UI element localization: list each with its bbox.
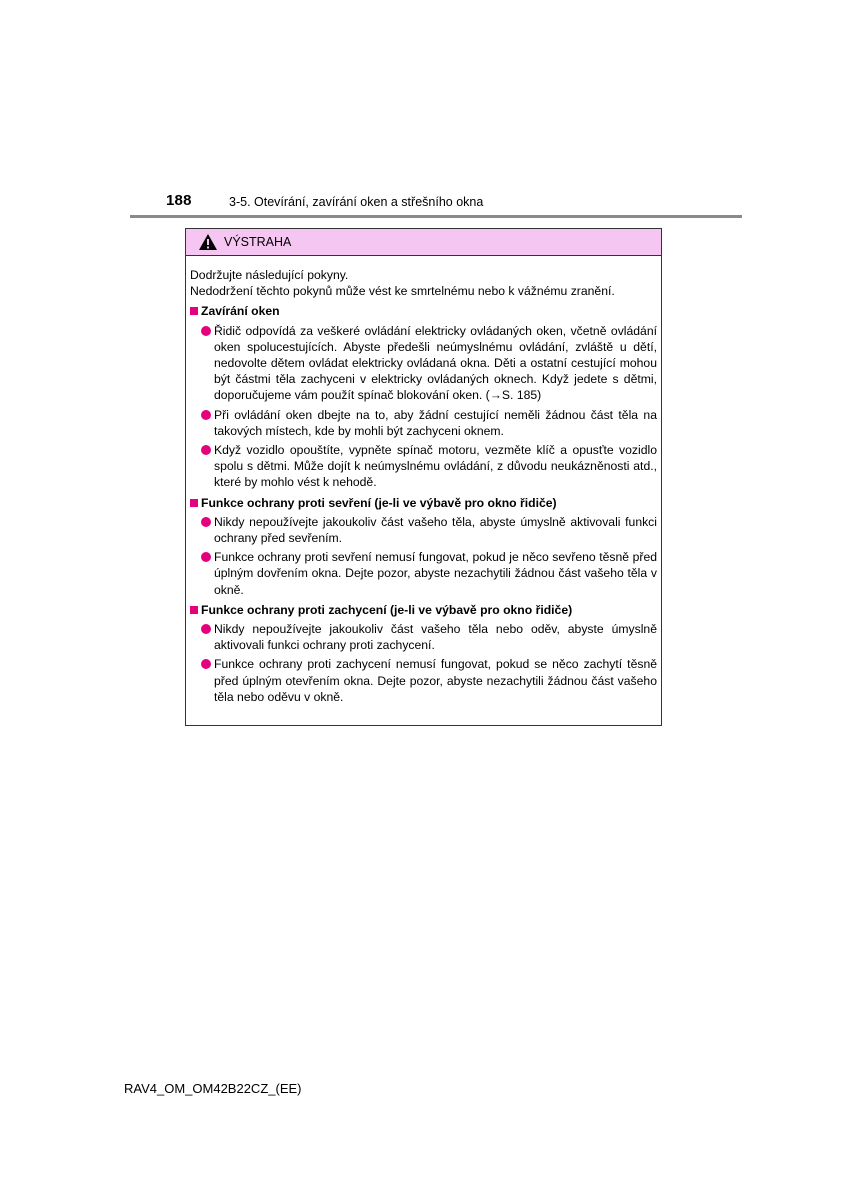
square-bullet-icon (190, 499, 198, 507)
round-bullet-icon (201, 517, 211, 527)
list-item-text: Nikdy nepoužívejte jakoukoliv část vašeho těla nebo oděv, abyste úmyslně aktivovali funkci ochrany proti zachycení. (214, 622, 657, 653)
warning-label: VÝSTRAHA (224, 235, 292, 249)
header-rule (130, 215, 742, 218)
document-code: RAV4_OM_OM42B22CZ_(EE) (124, 1081, 302, 1096)
list-item-text: Když vozidlo opouštíte, vypněte spínač motoru, vezměte klíč a opusťte vozidlo spolu s dětmi. Může dojít k neúmyslnému ovládání, z důvodu neukázněnosti atd., které by mohlo vést k nehodě. (214, 443, 657, 490)
square-bullet-icon (190, 606, 198, 614)
warning-header (186, 229, 661, 256)
section-heading-text: Funkce ochrany proti sevření (je-li ve výbavě pro okno řidiče) (201, 495, 557, 510)
round-bullet-icon (201, 326, 211, 336)
section-heading (190, 303, 657, 319)
intro-line: Nedodržení těchto pokynů může vést ke smrtelnému nebo k vážnému zranění. (190, 284, 615, 299)
list-item (201, 323, 657, 404)
list-item (201, 656, 657, 705)
list-item (201, 514, 657, 546)
section-heading-text: Funkce ochrany proti zachycení (je-li ve výbavě pro okno řidiče) (201, 602, 573, 617)
round-bullet-icon (201, 659, 211, 669)
section-heading (190, 602, 657, 618)
list-item-text: Při ovládání oken dbejte na to, aby žádní cestující neměli žádnou část těla na takových místech, kde by mohli být zachyceni oknem. (214, 407, 657, 438)
list-item-text: Funkce ochrany proti sevření nemusí fungovat, pokud je něco sevřeno těsně před úplným dovřením okna. Dejte pozor, abyste nezachytili žádnou část vašeho těla v okně. (214, 550, 657, 597)
list-item (201, 407, 657, 439)
list-item-text: Nikdy nepoužívejte jakoukoliv část vašeho těla, abyste úmyslně aktivovali funkci ochrany před sevřením. (214, 514, 657, 546)
list-item (201, 549, 657, 598)
warning-triangle-icon (198, 233, 218, 251)
square-bullet-icon (190, 307, 198, 315)
warning-box (185, 228, 662, 726)
list-item (201, 621, 657, 653)
section-heading (190, 495, 657, 511)
page-number: 188 (166, 192, 192, 209)
round-bullet-icon (201, 552, 211, 562)
list-item-text: Řidič odpovídá za veškeré ovládání elektricky ovládaných oken, včetně ovládání oken spolucestujících. Abyste předešli neúmyslnému ovládání, zvláště u dětí, nedovolte dětem ovládat elektricky ovládaná okna. Děti a ostatní cestující mohou být částmi těla zachyceni v elektricky ovládaných oknech. Když jedete s dětmi, doporučujeme vám použít spínač blokování oken. (→S. 185) (214, 323, 657, 403)
round-bullet-icon (201, 445, 211, 455)
warning-body (186, 256, 661, 705)
list-item (201, 442, 657, 491)
round-bullet-icon (201, 410, 211, 420)
list-item-text: Funkce ochrany proti zachycení nemusí fungovat, pokud se něco zachytí těsně před úplným otevřením okna. Dejte pozor, abyste nezachytili žádnou část vašeho těla nebo oděvu v okně. (214, 657, 657, 704)
round-bullet-icon (201, 624, 211, 634)
section-heading-text: Zavírání oken (201, 304, 280, 319)
section-title: 3-5. Otevírání, zavírání oken a střešního okna (229, 195, 484, 209)
intro-line: Dodržujte následující pokyny. (190, 268, 349, 282)
